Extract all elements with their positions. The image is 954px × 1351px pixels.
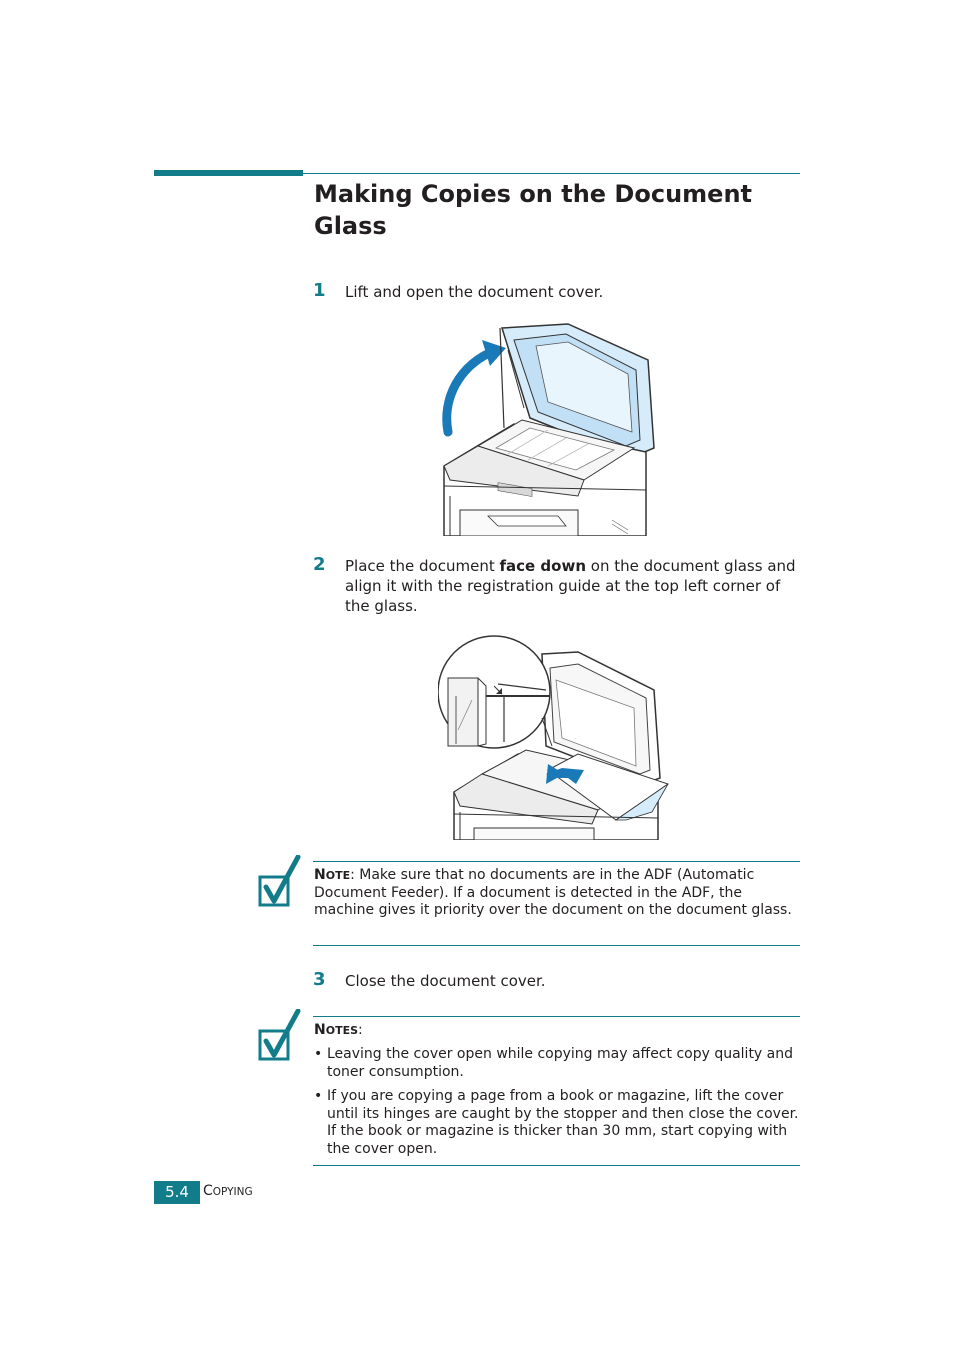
step-3-text: Close the document cover.	[345, 972, 546, 990]
note-1-text: Make sure that no documents are in the ADF (Automatic Document Feeder). If a document is detected in the ADF, the machine gives it priority over the document on the document glass.	[314, 867, 792, 918]
step-3-number: 3	[313, 969, 326, 990]
step-2-text-end: on the document glass and align it with the registration guide at the top left corner of the glass.	[345, 557, 796, 615]
section-name-rest: OPYING	[212, 1186, 253, 1198]
header-accent-bar	[154, 170, 303, 176]
printer-open-cover-illustration	[438, 320, 663, 536]
note-1-colon: :	[350, 867, 355, 883]
printer-place-document-illustration	[438, 634, 670, 840]
note-2-bullet-1	[314, 1046, 800, 1081]
note-2-colon: :	[358, 1022, 363, 1038]
note-2-bullet-2	[314, 1088, 800, 1158]
step-2-number: 2	[313, 554, 326, 575]
checkmark-icon	[256, 855, 302, 909]
note-1-bottom-rule	[313, 945, 800, 946]
note-1-body	[314, 867, 796, 920]
note-2-bullet-1-text: Leaving the cover open while copying may affect copy quality and toner consumption.	[327, 1046, 794, 1080]
note-1-label	[314, 867, 350, 883]
bullet-dot: •	[314, 1046, 323, 1062]
header-rule	[303, 173, 800, 174]
note-2-label	[314, 1022, 358, 1038]
note-2-heading	[314, 1022, 796, 1040]
note-2-top-rule	[313, 1016, 800, 1017]
step-1-number: 1	[313, 280, 326, 301]
step-2-text-bold: face down	[499, 557, 586, 575]
step-2-text	[345, 556, 800, 616]
note-2-bottom-rule	[313, 1165, 800, 1166]
note-1-label-rest: OTE	[325, 869, 351, 882]
bullet-dot: •	[314, 1088, 323, 1104]
lift-arrow-icon	[447, 350, 496, 432]
section-name	[203, 1183, 253, 1199]
page-title: Making Copies on the Document Glass	[314, 180, 752, 240]
note-2-bullet-2-text: If you are copying a page from a book or magazine, lift the cover until its hinges are caught by the stopper and then close the cover. If the book or magazine is thicker than 30 mm, start copying with the cover open.	[327, 1088, 799, 1157]
note-1-label-initial: N	[314, 867, 326, 883]
note-2-label-initial: N	[314, 1022, 326, 1038]
note-2-label-rest: OTES	[325, 1024, 359, 1037]
step-2-text-start: Place the document	[345, 557, 500, 575]
checkmark-icon	[256, 1009, 302, 1063]
note-1-top-rule	[313, 861, 800, 862]
step-1-text: Lift and open the document cover.	[345, 283, 604, 301]
page-number-badge: 5.4	[154, 1181, 200, 1204]
section-name-initial: C	[203, 1183, 213, 1199]
